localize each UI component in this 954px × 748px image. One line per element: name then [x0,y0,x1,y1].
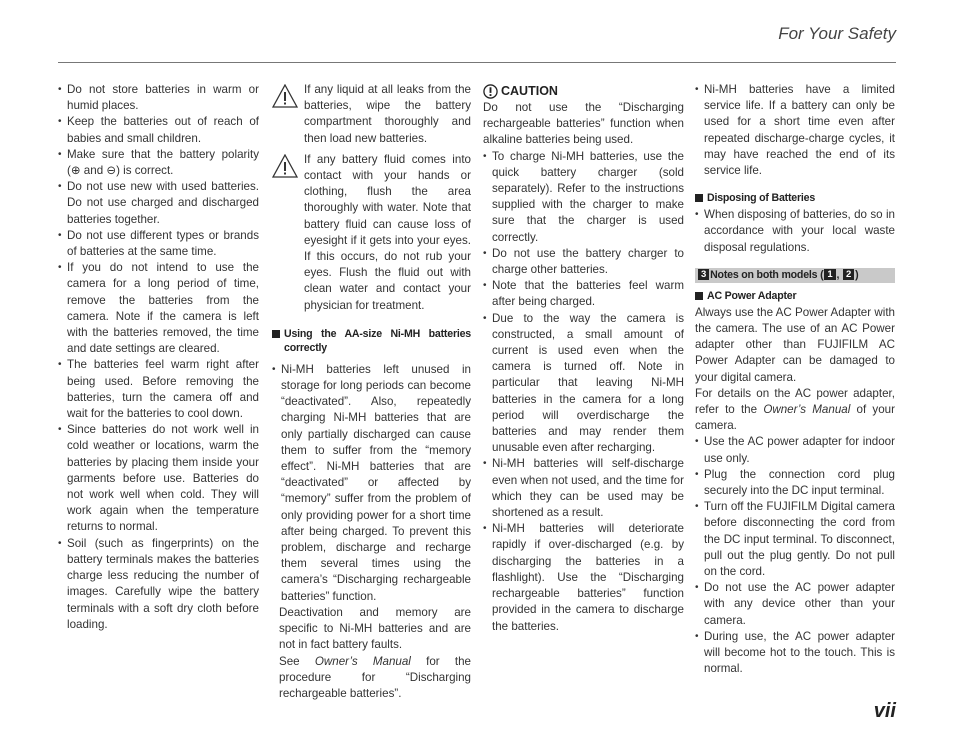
caution-label: CAUTION [501,84,558,98]
text: , [836,268,842,281]
list-item: • Keep the batteries out of reach of babies and small children. [58,114,259,146]
list-item: • Turn off the FUJIFILM Digital camera before disconnecting the cord from the DC input terminal. To disconnect, pull out the plug gently. Do not pull on the cord. [695,499,895,580]
list-item: • Note that the batteries feel warm after being charged. [483,278,684,310]
ac-subhead [695,289,895,303]
column-1 [58,82,259,633]
section-subhead [272,327,471,355]
service-life-bullets [695,82,895,179]
list-item: • Make sure that the battery polarity (⊕ and ⊖) is correct. [58,147,259,179]
model-badge: 2 [843,269,854,280]
list-item: • To charge Ni-MH batteries, use the quick battery charger (sold separately). Refer to the instructions supplied with the charger to make sure that the charger is used correctly. [483,149,684,246]
list-item: • The batteries feel warm right after being used. Before removing the batteries, turn the camera off and wait for the batteries to cool down. [58,357,259,422]
list-item: • Due to the way the camera is constructed, a small amount of current is used even when the camera is turned off. Note in particular that leaving Ni-MH batteries in the camera for a long period will overdischarge the batteries and may render them unusable even after recharging. [483,311,684,457]
header-rule [58,62,896,63]
charging-bullets [483,149,684,635]
paragraph: Always use the AC Power Adapter with the camera. The use of an AC Power adapter other than FUJIFILM AC Power Adapter can be damaged to your digital camera. [695,305,895,384]
subhead-text: AC Power Adapter [707,289,797,302]
list-item: • Ni-MH batteries have a limited service life. If a battery can only be used for a short time even after repeated discharge-charge cycles, it may have reached the end of its service life. [695,82,895,179]
text: for the procedure for “Discharging rechargeable batteries”. [279,654,471,700]
section-title: Notes on both models ( [710,268,824,281]
section-bar [695,268,895,283]
list-item: • Do not use the AC power adapter with any device other than your camera. [695,580,895,629]
disposing-bullets [695,207,895,256]
ac-bullets [695,434,895,677]
manual-reference: Owner’s Manual [763,403,851,417]
list-item: • Do not use different types or brands of batteries at the same time. [58,228,259,260]
paragraph: Deactivation and memory are specific to Ni-MH batteries and are not in fact battery faults. [279,605,471,652]
warning-text: If any battery fluid comes into contact with your hands or clothing, flush the area thoroughly with water. Note that battery fluid can cause loss of eyesight if it gets into your eyes. If this occurs, do not rub your eyes. Flush the fluid out with clean water and contact your physician for treatment. [304,152,471,312]
list-item: • Since batteries do not work well in cold weather or locations, warm the batteries by placing them inside your garments before use. Batteries do not work well when cold. They will work again when the temperature returns to normal. [58,422,259,535]
text: ) [855,268,859,281]
section-number-badge: 3 [698,269,709,280]
running-head: For Your Safety [778,24,896,43]
text: For details on the AC power adapter, refer to the [695,386,895,417]
list-item: • When disposing of batteries, do so in accordance with your local waste disposal regulations. [695,207,895,256]
column-3 [483,82,684,635]
battery-bullets [58,82,259,633]
model-badge: 1 [824,269,835,280]
warning-block [272,152,471,314]
subhead-text: Using the AA-size Ni-MH batteries correctly [284,327,471,354]
page-number: vii [873,700,896,722]
text: See [279,654,315,668]
list-item: • During use, the AC power adapter will become hot to the touch. This is normal. [695,629,895,678]
list-item: • If you do not intend to use the camera for a long period of time, remove the batteries from the camera. Note if the camera is left with the batteries removed, the time and date settings are cleared. [58,260,259,357]
square-bullet-icon [695,292,703,300]
list-item: • Plug the connection cord plug securely into the DC input terminal. [695,467,895,499]
disposing-subhead [695,191,895,205]
column-2 [272,82,471,702]
paragraph [272,654,471,703]
text: of your camera. [695,403,895,433]
caution-text: Do not use the “Discharging rechargeable batteries” function when alkaline batteries being used. [483,101,684,147]
warning-triangle-icon [272,84,298,108]
nimh-bullets [272,362,471,605]
caution-icon [483,84,498,99]
warning-block [272,82,471,147]
list-item: • Ni-MH batteries will self-discharge even when not used, and the time for which they can be used may be shortened as a result. [483,456,684,521]
list-item: • Use the AC power adapter for indoor use only. [695,434,895,466]
warning-triangle-icon [272,154,298,178]
subhead-text: Disposing of Batteries [707,192,816,205]
paragraph [695,386,895,435]
manual-reference: Owner’s Manual [314,654,411,668]
column-4 [695,82,895,678]
list-item: • Ni-MH batteries left unused in storage for long periods can become “deactivated”. Also, repeatedly charging Ni-MH batteries that are only partially discharged can cause them to suffer from the “memory effect”. Ni-MH batteries that are “deactivated” or affected by “memory” suffer from the problem of only providing power for a short time after being charged. To prevent this problem, discharge and recharge them several times using the camera’s “Discharging rechargeable batteries” function. [272,362,471,605]
list-item: • Do not store batteries in warm or humid places. [58,82,259,114]
warning-text: If any liquid at all leaks from the batteries, wipe the battery compartment thoroughly and then load new batteries. [304,83,471,145]
list-item: • Ni-MH batteries will deteriorate rapidly if over-discharged (e.g. by discharging the batteries in a flashlight). Use the “Discharging rechargeable batteries” function provided in the camera to discharge the batteries. [483,521,684,634]
square-bullet-icon [695,194,703,202]
list-item: • Soil (such as fingerprints) on the battery terminals makes the batteries charge less reducing the number of images. Carefully wipe the battery terminals with a soft dry cloth before loading. [58,536,259,633]
caution-heading [483,82,684,100]
list-item: • Do not use new with used batteries. Do not use charged and discharged batteries together. [58,179,259,228]
square-bullet-icon [272,330,280,338]
list-item: • Do not use the battery charger to charge other batteries. [483,246,684,278]
